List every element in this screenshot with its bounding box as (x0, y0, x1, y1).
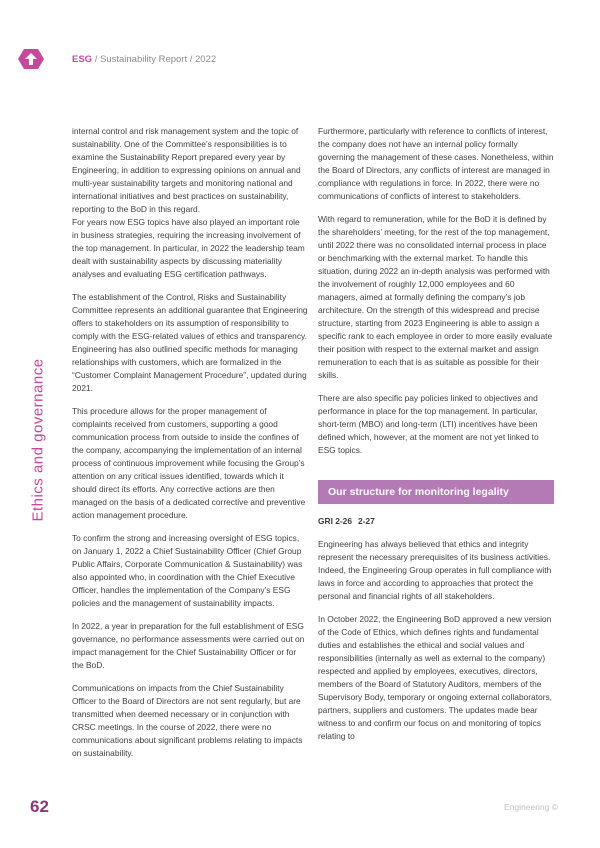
left-column (72, 125, 308, 760)
page-number: 62 (30, 797, 49, 816)
gri-ref: GRI 2-26 (318, 516, 352, 526)
engineering-logo-icon (18, 48, 44, 70)
paragraph: For years now ESG topics have also played an important role in business strategies, requiring the increasing involvement of the top management. In particular, in 2022 the leadership team dealt with sustainability aspects by discussing materiality analyses and evaluating ESG certification pathways. (72, 217, 305, 279)
section-heading: Our structure for monitoring legality (318, 480, 554, 504)
paragraph: internal control and risk management system and the topic of sustainability. One of the Committee’s responsibilities is to examine the Sustainability Report prepared every year by Engineering, in addition to expressing opinions on annual and multi-year sustainability targets and monitoring national and international initiatives and best practices on sustainability, reporting to the BoD in this regard. (72, 126, 301, 214)
paragraph: Communications on impacts from the Chief Sustainability Officer to the Board of Directors are not sent regularly, but are transmitted when deemed necessary or in conjunction with CRSC meetings. In the course of 2022, there were no communications about significant problems relating to impacts on sustainability. (72, 683, 303, 758)
running-header (72, 54, 216, 65)
header-esg: ESG (72, 54, 93, 65)
header-report-title: / Sustainability Report / 2022 (94, 54, 217, 65)
paragraph: This procedure allows for the proper management of complaints received from customers, supporting a good communication process from outside to inside the confines of the company, accompanying the implementation of an internal process of continuous improvement while focusing the Group’s attention on any critical issues identified, towards which it should direct its efforts. Any corrective actions are then managed on the basis of a dedicated corrective and preventive action management procedure. (72, 406, 306, 520)
paragraph: To confirm the strong and increasing oversight of ESG topics, on January 1, 2022 a Chief Sustainability Officer (Chief Group Public Affairs, Corporate Communication & Sustainability) was also appointed who, in coordination with the Chief Executive Officer, handles the implementation of the Company’s ESG policies and the management of sustainability impacts. (72, 533, 303, 608)
paragraph: With regard to remuneration, while for the BoD it is defined by the shareholders’ meeting, for the rest of the top management, until 2022 there was no consolidated internal process in place or benchmarking with the external market. To handle this situation, during 2022 an in-depth analysis was performed with the involvement of roughly 12,000 employees and 60 managers, aimed at formally defining the company’s job architecture. On the strength of this widespread and precise structure, starting from 2023 Engineering is able to assign a specific rank to each employee in order to more easily evaluate their position with respect to the external market and assign remuneration to each that is as suitable as possible for their skills. (318, 214, 553, 380)
paragraph: The establishment of the Control, Risks and Sustainability Committee represents an additional guarantee that Engineering offers to stakeholders on its assumption of responsibility to comply with the ESG-related values of ethics and transparency. Engineering has also outlined specific methods for managing relationships with customers, which are formalized in the “Customer Complaint Management Procedure”, updated during 2021. (72, 292, 308, 393)
footer-brand: Engineering © (504, 802, 558, 812)
right-column (318, 125, 554, 743)
side-section-label: Ethics and governance (29, 358, 47, 522)
paragraph: In October 2022, the Engineering BoD approved a new version of the Code of Ethics, which defines rights and fundamental duties and establishes the ethical and social values and responsibilities (internally as well as external to the company) respected and applied by employees, executives, directors, members of the Board of Statutory Auditors, members of the Supervisory Body, temporary or ongoing external collaborators, partners, suppliers and customers. The updates made bear witness to and confirm our focus on and monitoring of topics relating to (318, 614, 552, 741)
gri-ref: 2-27 (357, 516, 375, 526)
paragraph: There are also specific pay policies linked to objectives and performance in place for the top management. In particular, short-term (MBO) and long-term (LTI) incentives have been defined which, however, at the moment are not yet linked to ESG topics. (318, 393, 539, 455)
paragraph: Furthermore, particularly with reference to conflicts of interest, the company does not have an internal policy formally governing the management of these cases. Nonetheless, within the Board of Directors, any conflicts of interest are managed in compliance with regulations in force. In 2022, there were no communications of conflicts of interest to stakeholders. (318, 126, 554, 201)
paragraph: In 2022, a year in preparation for the full establishment of ESG governance, no performance assessments were carried out on impact management for the Chief Sustainability Officer or for the BoD. (72, 621, 305, 670)
paragraph: Engineering has always believed that ethics and integrity represent the necessary prerequisites of its business activities. Indeed, the Engineering Group operates in full compliance with laws in force and according to approaches that protect the personal and financial rights of all stakeholders. (318, 539, 552, 601)
gri-references (318, 516, 554, 526)
